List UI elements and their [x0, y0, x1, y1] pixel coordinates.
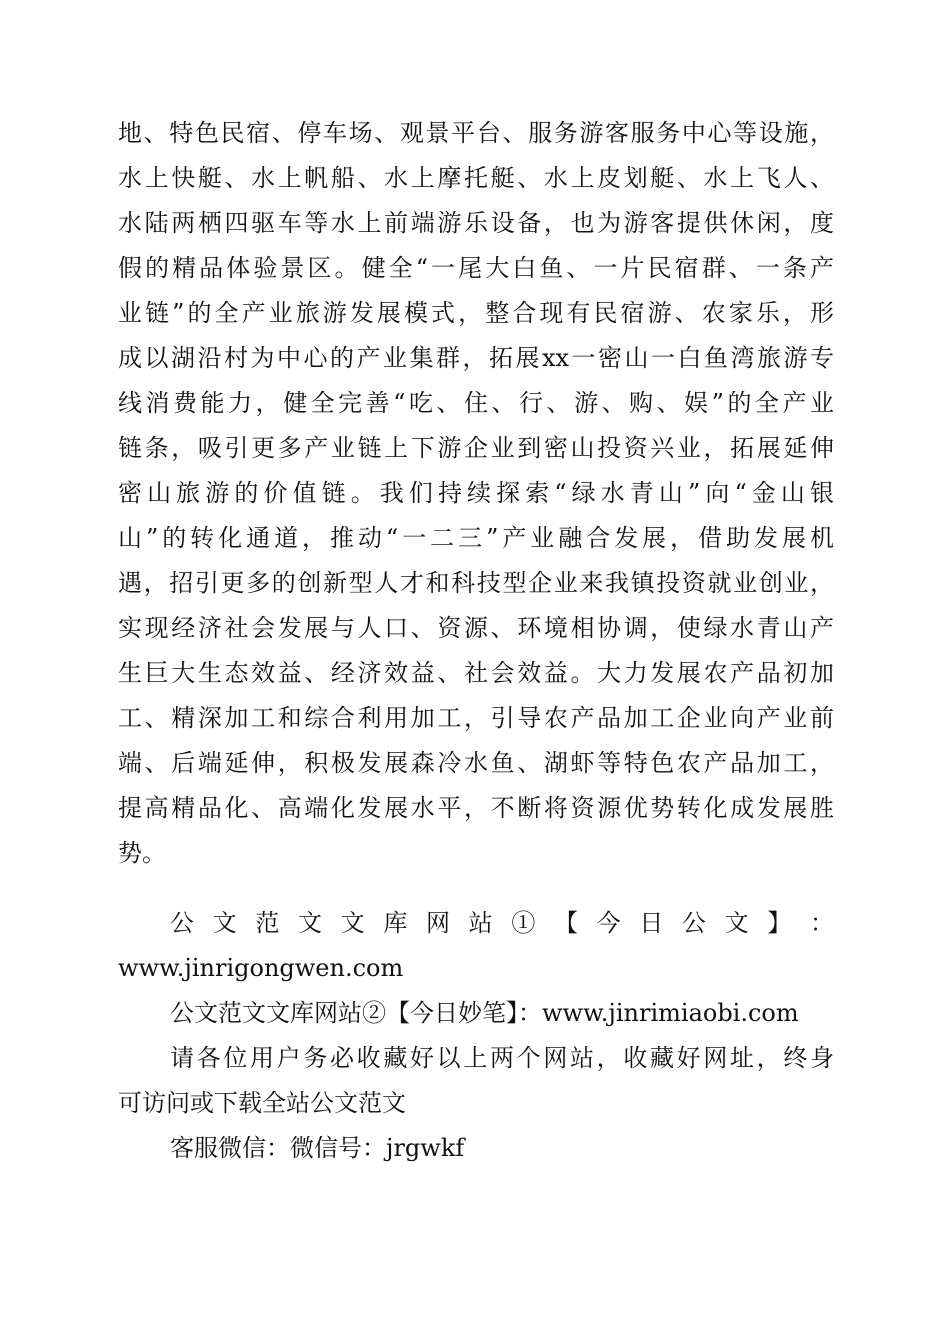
- site1-label: 公 文 范 文 文 库 网 站 ① 【 今 日 公 文 】 ：: [170, 909, 834, 937]
- body-line: 成以湖沿村为中心的产业集群，拓展xx一密山一白鱼湾旅游专: [118, 344, 834, 372]
- body-line: 业链”的全产业旅游发展模式，整合现有民宿游、农家乐，形: [118, 299, 834, 327]
- body-line: 假的精品体验景区。健全“一尾大白鱼、一片民宿群、一条产: [118, 254, 834, 282]
- body-line: 提高精品化、高端化发展水平，不断将资源优势转化成发展胜: [118, 794, 834, 822]
- body-line: 势。: [118, 839, 166, 867]
- body-line: 密山旅游的价值链。我们持续探索“绿水青山”向“金山银: [118, 479, 834, 507]
- body-line: 地、特色民宿、停车场、观景平台、服务游客服务中心等设施，: [118, 119, 834, 147]
- site2-line: 公文范文文库网站②【今日妙笔】：www.jinrimiaobi.com: [170, 999, 799, 1027]
- service-wechat-line: 客服微信：微信号：jrgwkf: [170, 1134, 465, 1162]
- body-line: 线消费能力，健全完善“吃、住、行、游、购、娱”的全产业: [118, 389, 834, 417]
- site1-url: www.jinrigongwen.com: [118, 954, 404, 982]
- body-line: 遇，招引更多的创新型人才和科技型企业来我镇投资就业创业，: [118, 569, 834, 597]
- body-line: 链条，吸引更多产业链上下游企业到密山投资兴业，拓展延伸: [118, 434, 834, 462]
- notice-line-continued: 可访问或下载全站公文范文: [118, 1089, 406, 1117]
- body-line: 生巨大生态效益、经济效益、社会效益。大力发展农产品初加: [118, 659, 834, 687]
- body-line: 工、精深加工和综合利用加工，引导农产品加工企业向产业前: [118, 704, 834, 732]
- body-line: 实现经济社会发展与人口、资源、环境相协调，使绿水青山产: [118, 614, 834, 642]
- body-line: 水陆两栖四驱车等水上前端游乐设备，也为游客提供休闲，度: [118, 209, 834, 237]
- body-line: 端、后端延伸，积极发展森冷水鱼、湖虾等特色农产品加工，: [118, 749, 834, 777]
- body-line: 水上快艇、水上帆船、水上摩托艇、水上皮划艇、水上飞人、: [118, 164, 834, 192]
- notice-line: 请各位用户务必收藏好以上两个网站，收藏好网址，终身: [170, 1044, 834, 1072]
- body-line: 山”的转化通道，推动“一二三”产业融合发展，借助发展机: [118, 524, 834, 552]
